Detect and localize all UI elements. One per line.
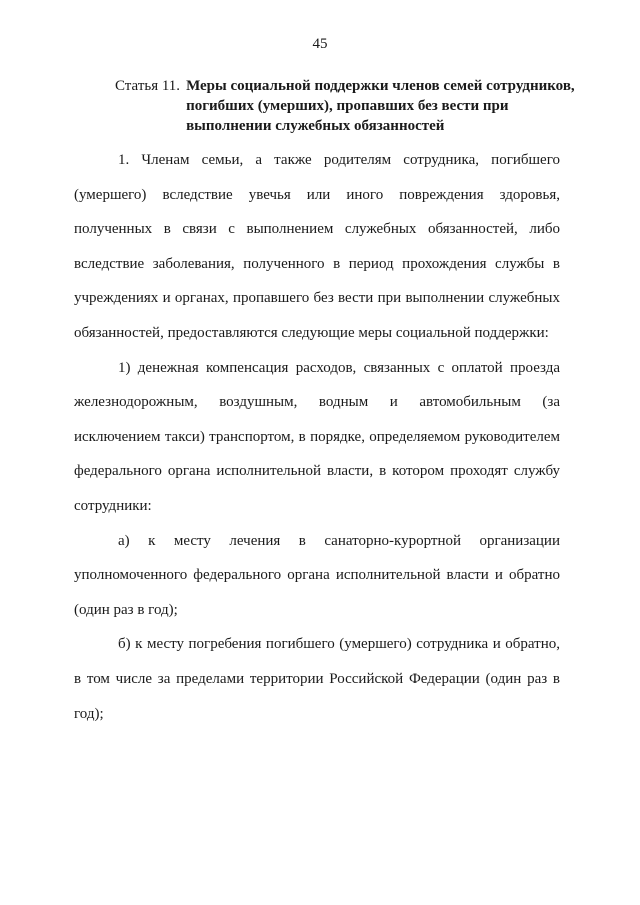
page-number: 45 (312, 36, 328, 52)
paragraph-1: 1. Членам семьи, а также родителям сотрудника, погибшего (умершего) вследствие увечья или иного повреждения здоровья, полученных в связи с выполнением служебных обязанностей, либо вследствие заболевания, полученного в период прохождения службы в учреждениях и органах, пропавшего без вести при выполнении служебных обязанностей, предоставляются следующие меры социальной поддержки: (74, 152, 560, 341)
article-header (115, 76, 585, 136)
document-body (74, 143, 560, 731)
paragraph-item-1: 1) денежная компенсация расходов, связанных с оплатой проезда железнодорожным, воздушным, водным и автомобильным (за исключением такси) транспортом, в порядке, определяемом руководителем федерального органа исполнительной власти, в котором проходят службу сотрудники: (74, 359, 560, 514)
paragraph-subitem-a: а) к месту лечения в санаторно-курортной организации уполномоченного федерального органа исполнительной власти и обратно (один раз в год); (74, 532, 560, 618)
article-number: Статья 11. (115, 78, 181, 94)
paragraph-subitem-b: б) к месту погребения погибшего (умершего) сотрудника и обратно, в том числе за пределами территории Российской Федерации (один раз в год); (74, 636, 560, 722)
article-title: Меры социальной поддержки членов семей сотрудников, погибших (умерших), пропавших без вести при выполнении служебных обязанностей (186, 78, 575, 134)
